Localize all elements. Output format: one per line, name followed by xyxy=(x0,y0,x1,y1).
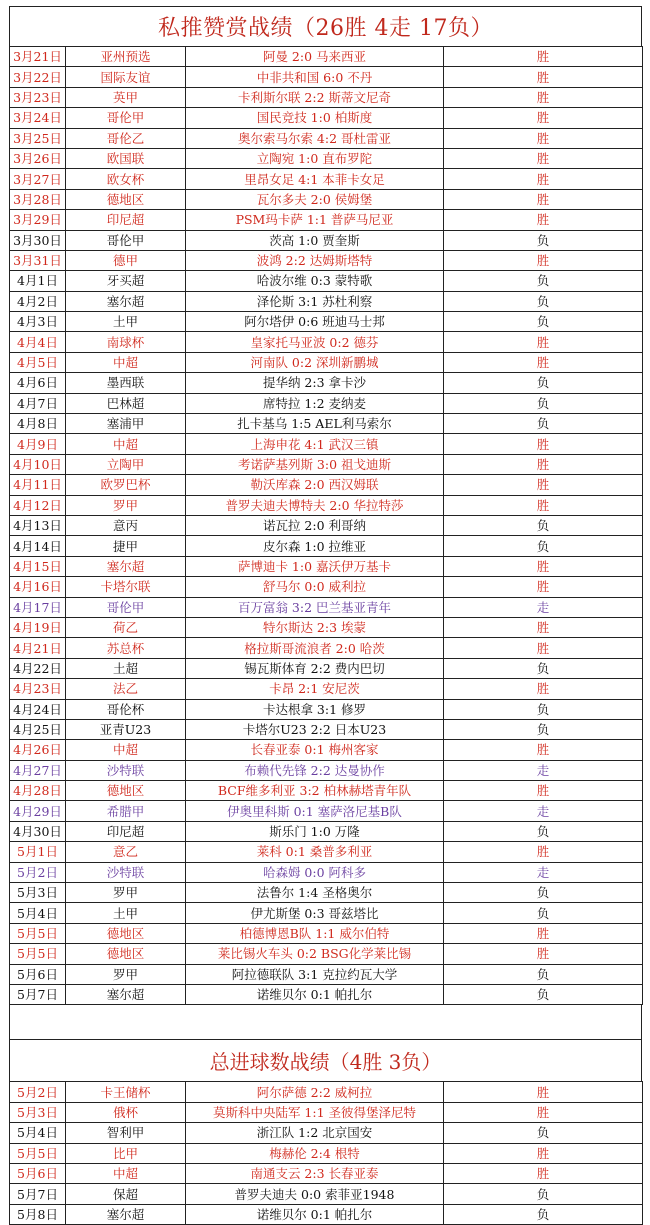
result-cell: 胜 xyxy=(444,1102,643,1122)
match-cell: 勒沃库森 2:0 西汉姆联 xyxy=(186,475,444,495)
match-cell: 伊尤斯堡 0:3 哥兹塔比 xyxy=(186,903,444,923)
result-cell: 负 xyxy=(444,1184,643,1204)
league-cell: 俄杯 xyxy=(66,1102,186,1122)
league-cell: 亚州预选 xyxy=(66,47,186,67)
date-cell: 4月3日 xyxy=(10,312,66,332)
date-cell: 3月28日 xyxy=(10,189,66,209)
result-cell: 胜 xyxy=(444,332,643,352)
result-cell: 胜 xyxy=(444,617,643,637)
league-cell: 智利甲 xyxy=(66,1123,186,1143)
date-cell: 3月23日 xyxy=(10,87,66,107)
league-cell: 国际友谊 xyxy=(66,67,186,87)
result-cell: 胜 xyxy=(444,189,643,209)
result-cell: 胜 xyxy=(444,944,643,964)
table-row xyxy=(10,1123,643,1143)
result-cell: 胜 xyxy=(444,250,643,270)
match-cell: 布赖代先锋 2:2 达曼协作 xyxy=(186,760,444,780)
table-row xyxy=(10,862,643,882)
league-cell: 欧国联 xyxy=(66,148,186,168)
league-cell: 英甲 xyxy=(66,87,186,107)
match-cell: 普罗夫迪夫博特夫 2:0 华拉特莎 xyxy=(186,495,444,515)
match-cell: 斯乐门 1:0 万隆 xyxy=(186,821,444,841)
table-row xyxy=(10,801,643,821)
date-cell: 4月21日 xyxy=(10,638,66,658)
date-cell: 5月5日 xyxy=(10,944,66,964)
league-cell: 塞尔超 xyxy=(66,1204,186,1224)
date-cell: 4月6日 xyxy=(10,373,66,393)
table-row xyxy=(10,638,643,658)
date-cell: 5月4日 xyxy=(10,903,66,923)
match-cell: 奥尔索马尔索 4:2 哥杜雷亚 xyxy=(186,128,444,148)
date-cell: 4月26日 xyxy=(10,740,66,760)
table-row xyxy=(10,291,643,311)
result-cell: 胜 xyxy=(444,740,643,760)
table-row xyxy=(10,87,643,107)
date-cell: 4月2日 xyxy=(10,291,66,311)
league-cell: 比甲 xyxy=(66,1143,186,1163)
match-cell: 特尔斯达 2:3 埃蒙 xyxy=(186,617,444,637)
section2-table xyxy=(9,1081,643,1225)
result-cell: 胜 xyxy=(444,475,643,495)
table-row xyxy=(10,1082,643,1102)
date-cell: 4月11日 xyxy=(10,475,66,495)
record-sheet xyxy=(9,6,642,1225)
result-cell: 胜 xyxy=(444,47,643,67)
match-cell: 诺瓦拉 2:0 利哥纳 xyxy=(186,515,444,535)
match-cell: 莱比锡火车头 0:2 BSG化学莱比锡 xyxy=(186,944,444,964)
result-cell: 胜 xyxy=(444,1163,643,1183)
match-cell: 泽伦斯 3:1 苏杜利察 xyxy=(186,291,444,311)
table-row xyxy=(10,414,643,434)
result-cell: 负 xyxy=(444,393,643,413)
date-cell: 5月7日 xyxy=(10,984,66,1004)
table-row xyxy=(10,332,643,352)
match-cell: 浙江队 1:2 北京国安 xyxy=(186,1123,444,1143)
league-cell: 卡王储杯 xyxy=(66,1082,186,1102)
league-cell: 中超 xyxy=(66,352,186,372)
league-cell: 罗甲 xyxy=(66,495,186,515)
date-cell: 4月12日 xyxy=(10,495,66,515)
league-cell: 德地区 xyxy=(66,923,186,943)
date-cell: 4月28日 xyxy=(10,781,66,801)
date-cell: 4月25日 xyxy=(10,719,66,739)
section1-rows xyxy=(10,47,643,1005)
league-cell: 亚青U23 xyxy=(66,719,186,739)
result-cell: 胜 xyxy=(444,679,643,699)
table-row xyxy=(10,393,643,413)
league-cell: 哥伦甲 xyxy=(66,597,186,617)
league-cell: 德地区 xyxy=(66,781,186,801)
date-cell: 3月26日 xyxy=(10,148,66,168)
league-cell: 南球杯 xyxy=(66,332,186,352)
match-cell: 扎卡基乌 1:5 AEL利马索尔 xyxy=(186,414,444,434)
match-cell: 卡塔尔U23 2:2 日本U23 xyxy=(186,719,444,739)
league-cell: 塞尔超 xyxy=(66,291,186,311)
result-cell: 胜 xyxy=(444,108,643,128)
table-row xyxy=(10,250,643,270)
table-row xyxy=(10,597,643,617)
league-cell: 欧罗巴杯 xyxy=(66,475,186,495)
date-cell: 5月6日 xyxy=(10,964,66,984)
table-row xyxy=(10,1143,643,1163)
match-cell: 阿曼 2:0 马来西亚 xyxy=(186,47,444,67)
match-cell: 波鸿 2:2 达姆斯塔特 xyxy=(186,250,444,270)
league-cell: 沙特联 xyxy=(66,760,186,780)
date-cell: 3月29日 xyxy=(10,210,66,230)
match-cell: 锡瓦斯体育 2:2 费内巴切 xyxy=(186,658,444,678)
result-cell: 负 xyxy=(444,984,643,1004)
table-row xyxy=(10,760,643,780)
league-cell: 荷乙 xyxy=(66,617,186,637)
league-cell: 哥伦甲 xyxy=(66,230,186,250)
league-cell: 巴林超 xyxy=(66,393,186,413)
table-row xyxy=(10,719,643,739)
result-cell: 负 xyxy=(444,515,643,535)
league-cell: 塞尔超 xyxy=(66,556,186,576)
table-row xyxy=(10,883,643,903)
date-cell: 4月29日 xyxy=(10,801,66,821)
result-cell: 走 xyxy=(444,597,643,617)
league-cell: 卡塔尔联 xyxy=(66,577,186,597)
date-cell: 5月4日 xyxy=(10,1123,66,1143)
match-cell: 河南队 0:2 深圳新鹏城 xyxy=(186,352,444,372)
table-row xyxy=(10,1204,643,1224)
result-cell: 胜 xyxy=(444,210,643,230)
table-row xyxy=(10,495,643,515)
league-cell: 牙买超 xyxy=(66,271,186,291)
section1-title: 私推赞赏战绩（26胜 4走 17负） xyxy=(9,6,642,46)
table-row xyxy=(10,903,643,923)
match-cell: 百万富翁 3:2 巴兰基亚青年 xyxy=(186,597,444,617)
result-cell: 胜 xyxy=(444,842,643,862)
league-cell: 德甲 xyxy=(66,250,186,270)
match-cell: 瓦尔多夫 2:0 侯姆堡 xyxy=(186,189,444,209)
league-cell: 保超 xyxy=(66,1184,186,1204)
result-cell: 胜 xyxy=(444,923,643,943)
match-cell: 伊奥里科斯 0:1 塞萨洛尼基B队 xyxy=(186,801,444,821)
table-row xyxy=(10,148,643,168)
result-cell: 负 xyxy=(444,291,643,311)
league-cell: 塞浦甲 xyxy=(66,414,186,434)
match-cell: 国民竞技 1:0 柏斯度 xyxy=(186,108,444,128)
result-cell: 胜 xyxy=(444,638,643,658)
result-cell: 负 xyxy=(444,536,643,556)
table-row xyxy=(10,577,643,597)
date-cell: 4月8日 xyxy=(10,414,66,434)
result-cell: 走 xyxy=(444,801,643,821)
league-cell: 中超 xyxy=(66,740,186,760)
result-cell: 胜 xyxy=(444,454,643,474)
table-row xyxy=(10,821,643,841)
result-cell: 负 xyxy=(444,699,643,719)
table-row xyxy=(10,475,643,495)
league-cell: 哥伦杯 xyxy=(66,699,186,719)
match-cell: 莫斯科中央陆军 1:1 圣彼得堡泽尼特 xyxy=(186,1102,444,1122)
date-cell: 5月5日 xyxy=(10,923,66,943)
date-cell: 5月5日 xyxy=(10,1143,66,1163)
table-row xyxy=(10,1163,643,1183)
table-row xyxy=(10,454,643,474)
result-cell: 走 xyxy=(444,862,643,882)
date-cell: 4月14日 xyxy=(10,536,66,556)
table-row xyxy=(10,434,643,454)
date-cell: 4月24日 xyxy=(10,699,66,719)
date-cell: 3月21日 xyxy=(10,47,66,67)
match-cell: BCF维多利亚 3:2 柏林赫塔青年队 xyxy=(186,781,444,801)
league-cell: 意乙 xyxy=(66,842,186,862)
result-cell: 胜 xyxy=(444,495,643,515)
league-cell: 墨西联 xyxy=(66,373,186,393)
result-cell: 负 xyxy=(444,312,643,332)
date-cell: 3月25日 xyxy=(10,128,66,148)
date-cell: 5月8日 xyxy=(10,1204,66,1224)
date-cell: 4月4日 xyxy=(10,332,66,352)
table-row xyxy=(10,230,643,250)
match-cell: 柏德博恩B队 1:1 威尔伯特 xyxy=(186,923,444,943)
date-cell: 4月17日 xyxy=(10,597,66,617)
table-row xyxy=(10,47,643,67)
league-cell: 哥伦乙 xyxy=(66,128,186,148)
table-row xyxy=(10,781,643,801)
result-cell: 负 xyxy=(444,964,643,984)
table-row xyxy=(10,189,643,209)
date-cell: 4月15日 xyxy=(10,556,66,576)
table-row xyxy=(10,842,643,862)
league-cell: 罗甲 xyxy=(66,964,186,984)
result-cell: 负 xyxy=(444,883,643,903)
date-cell: 5月3日 xyxy=(10,1102,66,1122)
match-cell: 席特拉 1:2 麦纳麦 xyxy=(186,393,444,413)
league-cell: 沙特联 xyxy=(66,862,186,882)
match-cell: 普罗夫迪夫 0:0 索菲亚1948 xyxy=(186,1184,444,1204)
table-row xyxy=(10,352,643,372)
result-cell: 胜 xyxy=(444,87,643,107)
match-cell: 茨高 1:0 贾奎斯 xyxy=(186,230,444,250)
date-cell: 5月6日 xyxy=(10,1163,66,1183)
match-cell: 诺维贝尔 0:1 帕扎尔 xyxy=(186,1204,444,1224)
match-cell: 阿尔萨德 2:2 威柯拉 xyxy=(186,1082,444,1102)
date-cell: 5月2日 xyxy=(10,1082,66,1102)
match-cell: 卡达根拿 3:1 修罗 xyxy=(186,699,444,719)
match-cell: 里昂女足 4:1 本菲卡女足 xyxy=(186,169,444,189)
date-cell: 3月24日 xyxy=(10,108,66,128)
table-row xyxy=(10,108,643,128)
match-cell: 哈森姆 0:0 阿科多 xyxy=(186,862,444,882)
match-cell: 梅赫伦 2:4 根特 xyxy=(186,1143,444,1163)
table-row xyxy=(10,169,643,189)
table-row xyxy=(10,536,643,556)
result-cell: 负 xyxy=(444,271,643,291)
table-row xyxy=(10,312,643,332)
date-cell: 4月10日 xyxy=(10,454,66,474)
table-row xyxy=(10,1184,643,1204)
table-row xyxy=(10,923,643,943)
date-cell: 3月30日 xyxy=(10,230,66,250)
match-cell: 舒马尔 0:0 威利拉 xyxy=(186,577,444,597)
table-row xyxy=(10,210,643,230)
result-cell: 胜 xyxy=(444,148,643,168)
match-cell: 提华纳 2:3 拿卡沙 xyxy=(186,373,444,393)
date-cell: 5月1日 xyxy=(10,842,66,862)
league-cell: 立陶甲 xyxy=(66,454,186,474)
match-cell: 卡昂 2:1 安尼茨 xyxy=(186,679,444,699)
date-cell: 5月3日 xyxy=(10,883,66,903)
table-row xyxy=(10,373,643,393)
date-cell: 4月23日 xyxy=(10,679,66,699)
league-cell: 土甲 xyxy=(66,903,186,923)
league-cell: 欧女杯 xyxy=(66,169,186,189)
table-row xyxy=(10,944,643,964)
date-cell: 4月27日 xyxy=(10,760,66,780)
result-cell: 负 xyxy=(444,414,643,434)
match-cell: 中非共和国 6:0 不丹 xyxy=(186,67,444,87)
result-cell: 胜 xyxy=(444,556,643,576)
league-cell: 印尼超 xyxy=(66,210,186,230)
date-cell: 3月31日 xyxy=(10,250,66,270)
result-cell: 胜 xyxy=(444,128,643,148)
result-cell: 胜 xyxy=(444,352,643,372)
match-cell: 考诺萨基列斯 3:0 祖戈迪斯 xyxy=(186,454,444,474)
date-cell: 4月7日 xyxy=(10,393,66,413)
table-row xyxy=(10,556,643,576)
league-cell: 捷甲 xyxy=(66,536,186,556)
match-cell: 皇家托马亚波 0:2 德芬 xyxy=(186,332,444,352)
league-cell: 意丙 xyxy=(66,515,186,535)
league-cell: 哥伦甲 xyxy=(66,108,186,128)
result-cell: 负 xyxy=(444,1123,643,1143)
league-cell: 印尼超 xyxy=(66,821,186,841)
league-cell: 中超 xyxy=(66,1163,186,1183)
league-cell: 土超 xyxy=(66,658,186,678)
league-cell: 塞尔超 xyxy=(66,984,186,1004)
league-cell: 德地区 xyxy=(66,944,186,964)
date-cell: 4月30日 xyxy=(10,821,66,841)
match-cell: 阿拉德联队 3:1 克拉约瓦大学 xyxy=(186,964,444,984)
date-cell: 4月19日 xyxy=(10,617,66,637)
result-cell: 负 xyxy=(444,719,643,739)
date-cell: 4月5日 xyxy=(10,352,66,372)
table-row xyxy=(10,515,643,535)
date-cell: 4月16日 xyxy=(10,577,66,597)
section2-title: 总进球数战绩（4胜 3负） xyxy=(9,1039,642,1081)
league-cell: 苏总杯 xyxy=(66,638,186,658)
date-cell: 3月22日 xyxy=(10,67,66,87)
match-cell: 诺维贝尔 0:1 帕扎尔 xyxy=(186,984,444,1004)
table-row xyxy=(10,740,643,760)
result-cell: 胜 xyxy=(444,577,643,597)
result-cell: 胜 xyxy=(444,169,643,189)
result-cell: 负 xyxy=(444,821,643,841)
result-cell: 负 xyxy=(444,373,643,393)
result-cell: 胜 xyxy=(444,1143,643,1163)
match-cell: PSM玛卡萨 1:1 普萨马尼亚 xyxy=(186,210,444,230)
table-row xyxy=(10,658,643,678)
table-row xyxy=(10,699,643,719)
date-cell: 5月7日 xyxy=(10,1184,66,1204)
match-cell: 皮尔森 1:0 拉维亚 xyxy=(186,536,444,556)
table-row xyxy=(10,964,643,984)
result-cell: 胜 xyxy=(444,434,643,454)
result-cell: 胜 xyxy=(444,67,643,87)
table-row xyxy=(10,67,643,87)
section-gap xyxy=(9,1005,642,1039)
table-row xyxy=(10,984,643,1004)
table-row xyxy=(10,617,643,637)
league-cell: 法乙 xyxy=(66,679,186,699)
date-cell: 4月1日 xyxy=(10,271,66,291)
result-cell: 胜 xyxy=(444,1082,643,1102)
result-cell: 负 xyxy=(444,903,643,923)
match-cell: 立陶宛 1:0 直布罗陀 xyxy=(186,148,444,168)
section2-rows xyxy=(10,1082,643,1225)
match-cell: 卡利斯尔联 2:2 斯蒂文尼奇 xyxy=(186,87,444,107)
result-cell: 负 xyxy=(444,658,643,678)
result-cell: 负 xyxy=(444,230,643,250)
result-cell: 胜 xyxy=(444,781,643,801)
league-cell: 罗甲 xyxy=(66,883,186,903)
date-cell: 3月27日 xyxy=(10,169,66,189)
table-row xyxy=(10,128,643,148)
result-cell: 走 xyxy=(444,760,643,780)
match-cell: 莱科 0:1 桑普多利亚 xyxy=(186,842,444,862)
table-row xyxy=(10,1102,643,1122)
date-cell: 4月13日 xyxy=(10,515,66,535)
match-cell: 南通支云 2:3 长春亚泰 xyxy=(186,1163,444,1183)
date-cell: 4月22日 xyxy=(10,658,66,678)
table-row xyxy=(10,679,643,699)
date-cell: 4月9日 xyxy=(10,434,66,454)
match-cell: 哈波尔维 0:3 蒙特歌 xyxy=(186,271,444,291)
match-cell: 长春亚泰 0:1 梅州客家 xyxy=(186,740,444,760)
date-cell: 5月2日 xyxy=(10,862,66,882)
table-row xyxy=(10,271,643,291)
match-cell: 上海申花 4:1 武汉三镇 xyxy=(186,434,444,454)
result-cell: 负 xyxy=(444,1204,643,1224)
match-cell: 格拉斯哥流浪者 2:0 哈茨 xyxy=(186,638,444,658)
match-cell: 法鲁尔 1:4 圣格奥尔 xyxy=(186,883,444,903)
league-cell: 希腊甲 xyxy=(66,801,186,821)
section1-table xyxy=(9,46,643,1005)
league-cell: 中超 xyxy=(66,434,186,454)
match-cell: 萨博迪卡 1:0 嘉沃伊万基卡 xyxy=(186,556,444,576)
league-cell: 土甲 xyxy=(66,312,186,332)
league-cell: 德地区 xyxy=(66,189,186,209)
match-cell: 阿尔塔伊 0:6 班迪马士邦 xyxy=(186,312,444,332)
